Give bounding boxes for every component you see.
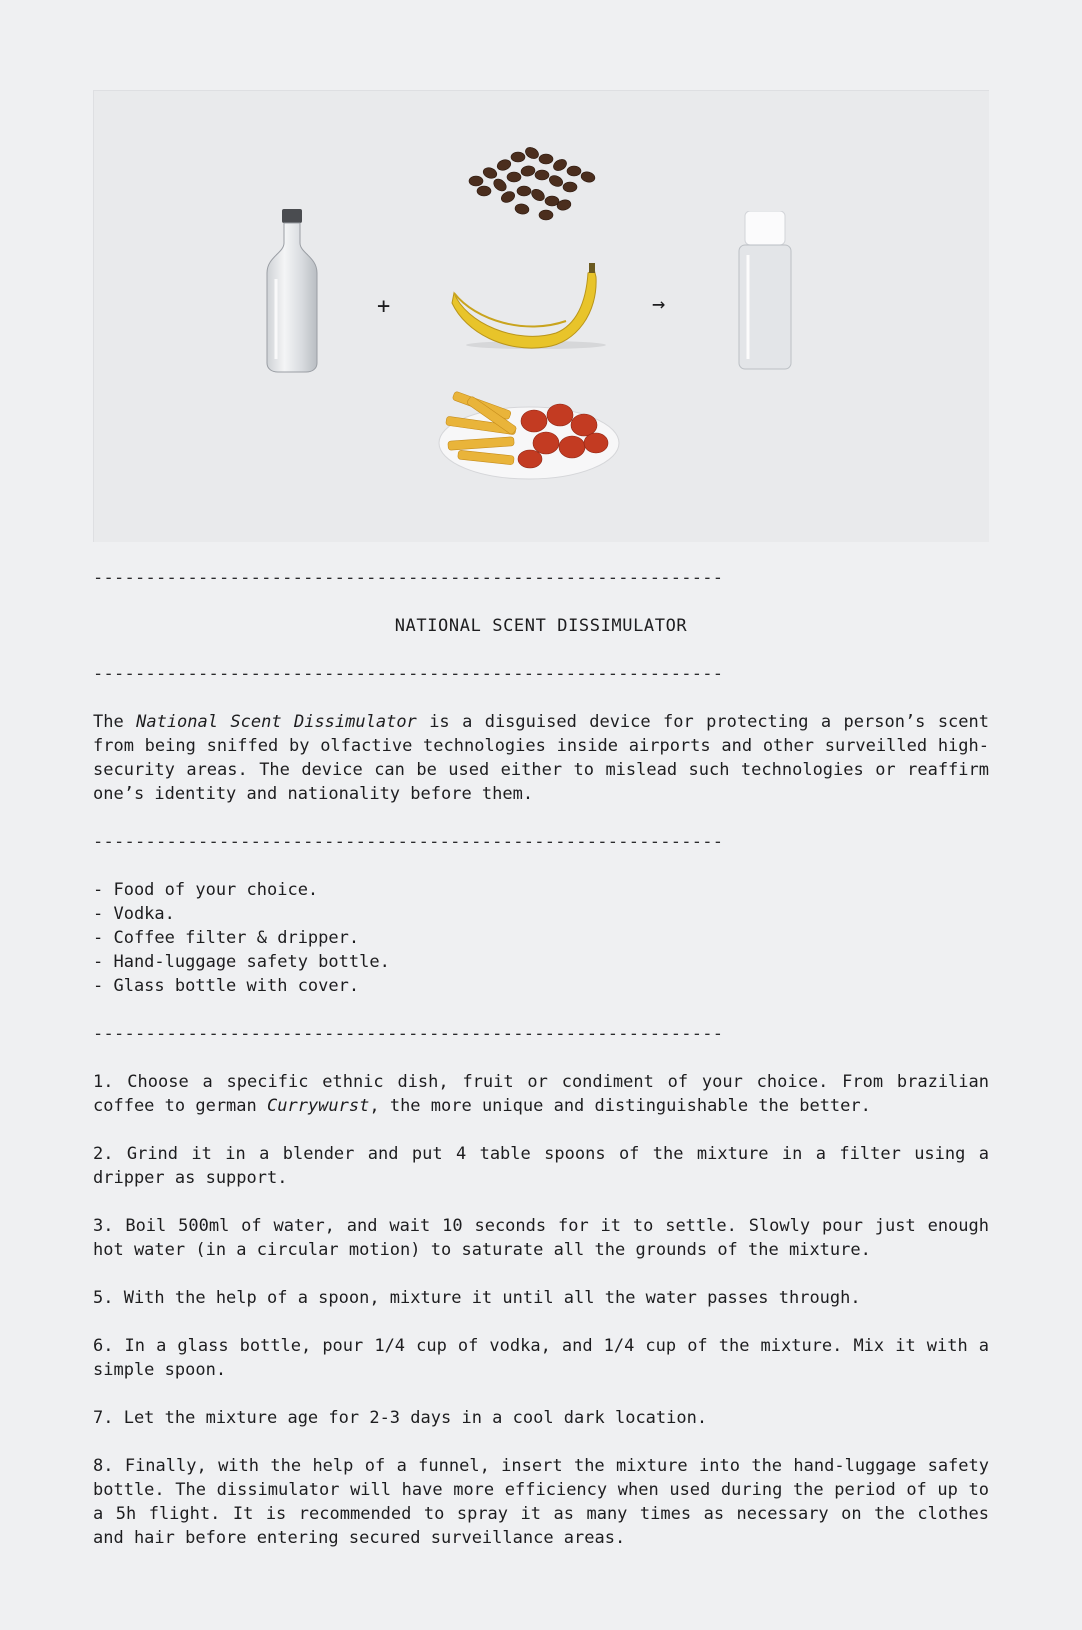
- page-title: NATIONAL SCENT DISSIMULATOR: [394, 616, 688, 636]
- step-1: 1. Choose a specific ethnic dish, fruit or condiment of your choice. From brazilian coffee to german Currywurst, the more unique and distinguishable the better.: [93, 1072, 989, 1116]
- coffee-beans-image: [456, 143, 606, 223]
- ingredient-list: [93, 878, 989, 998]
- article: [93, 90, 989, 1574]
- instruction-steps: [93, 1070, 989, 1550]
- divider: ------------------------------------------------------------: [93, 568, 724, 588]
- device-name: National Scent Dissimulator: [136, 712, 417, 732]
- list-item: - Food of your choice.: [93, 880, 319, 900]
- vodka-bottle-image: [262, 209, 322, 373]
- list-item: - Hand-luggage safety bottle.: [93, 952, 390, 972]
- divider: ------------------------------------------------------------: [93, 832, 724, 852]
- step-5: 5. With the help of a spoon, mixture it until all the water passes through.: [93, 1288, 861, 1308]
- list-item: - Glass bottle with cover.: [93, 976, 360, 996]
- step-2: 2. Grind it in a blender and put 4 table spoons of the mixture in a filter using a dripper as support.: [93, 1144, 989, 1188]
- arrow-sign: →: [652, 292, 666, 317]
- step-6: 6. In a glass bottle, pour 1/4 cup of vodka, and 1/4 cup of the mixture. Mix it with a simple spoon.: [93, 1336, 989, 1380]
- currywurst-image: [434, 391, 624, 486]
- intro-paragraph: The National Scent Dissimulator is a disguised device for protecting a person’s scent from being sniffed by olfactive technologies inside airports and other surveilled high-security areas. The device can be used either to mislead such technologies or reaffirm one’s identity and nationality before them.: [93, 712, 989, 804]
- list-item: - Vodka.: [93, 904, 175, 924]
- step-8: 8. Finally, with the help of a funnel, insert the mixture into the hand-luggage safety bottle. The dissimulator will have more efficiency when used during the period of up to a 5h flight. It is recommended to spray it as many times as necessary on the clothes and hair before entering secured surveillance areas.: [93, 1456, 989, 1548]
- safety-bottle-image: [734, 211, 796, 371]
- step-3: 3. Boil 500ml of water, and wait 10 seconds for it to settle. Slowly pour just enough hot water (in a circular motion) to saturate all the grounds of the mixture.: [93, 1216, 989, 1260]
- list-item: - Coffee filter & dripper.: [93, 928, 360, 948]
- banana-image: [446, 263, 616, 353]
- divider: ------------------------------------------------------------: [93, 1024, 724, 1044]
- divider: ------------------------------------------------------------: [93, 664, 724, 684]
- recipe-illustration: [93, 90, 989, 542]
- step-7: 7. Let the mixture age for 2-3 days in a cool dark location.: [93, 1408, 708, 1428]
- plus-sign: +: [377, 294, 391, 319]
